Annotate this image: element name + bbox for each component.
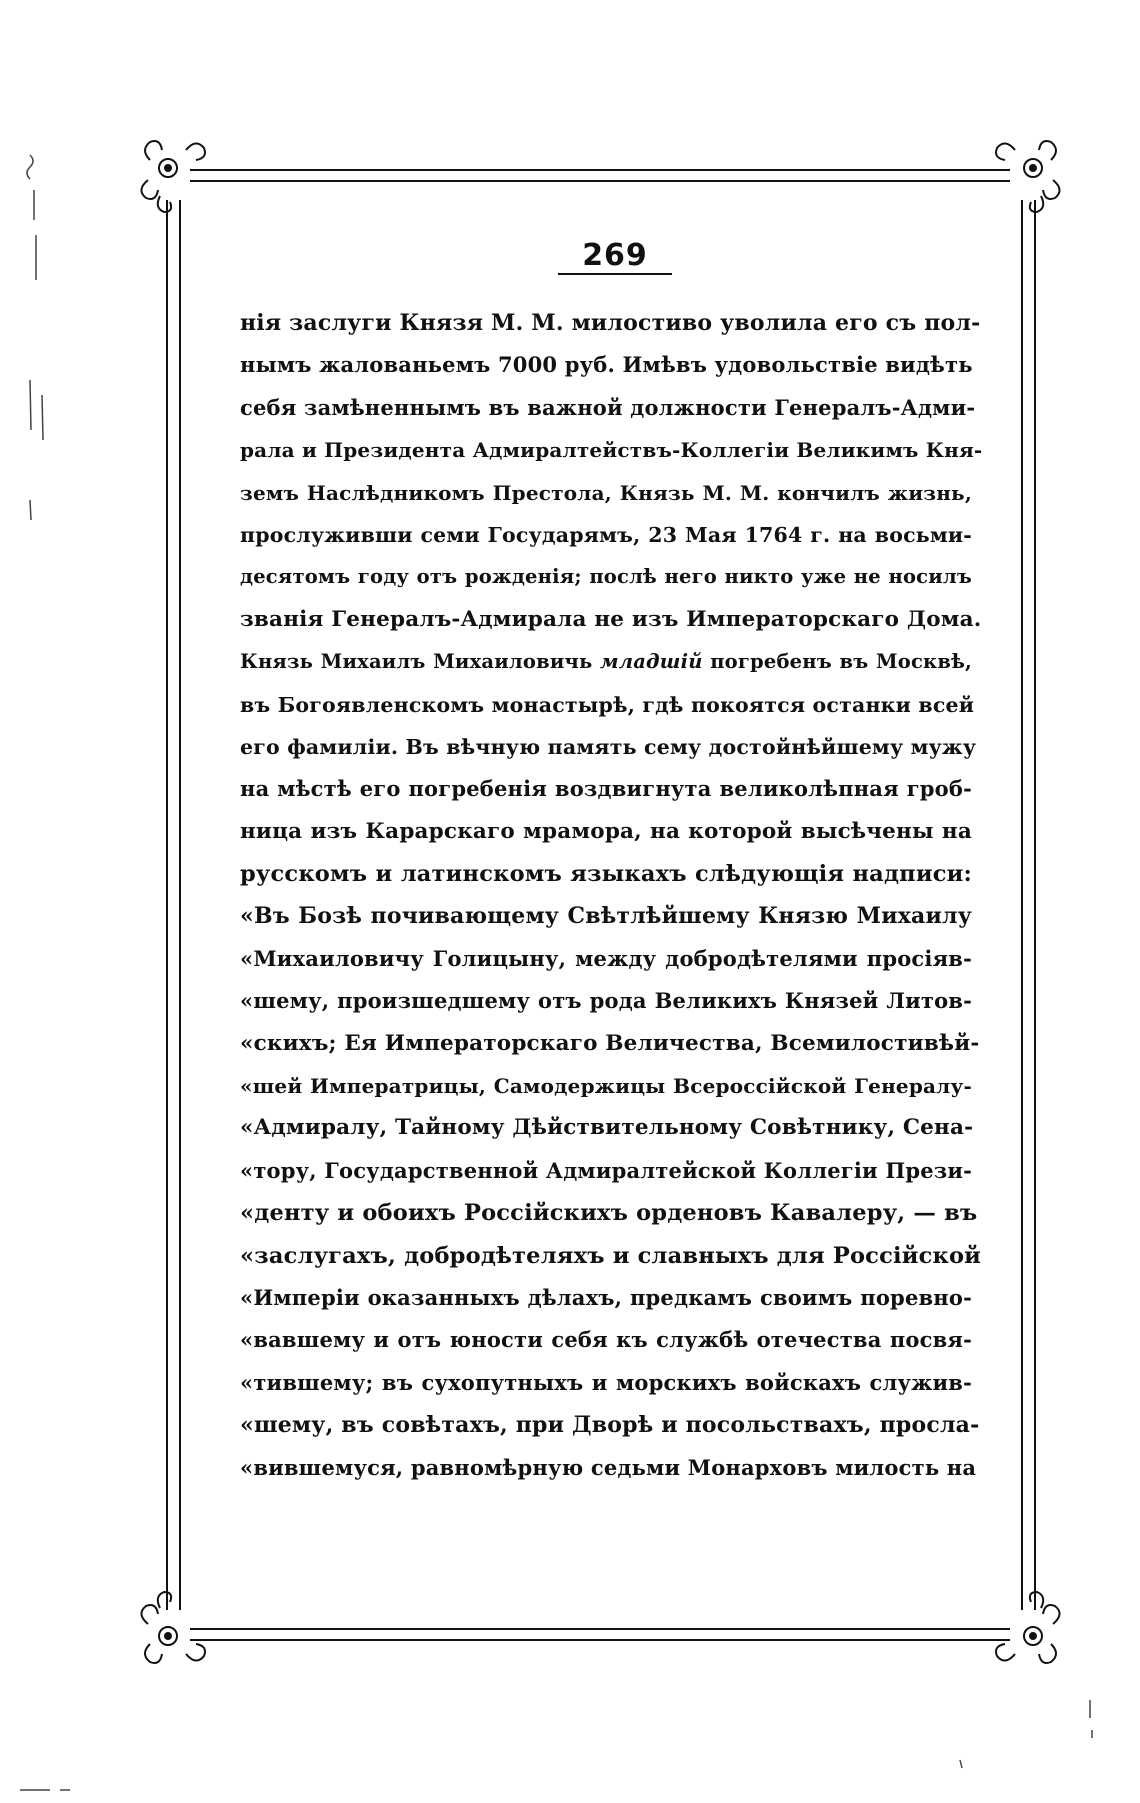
corner-ornament-bottom-left — [141, 1592, 205, 1663]
text-line: «Адмиралу, Тайному Дѣйствительному Совѣтнику, Сена- — [240, 1115, 974, 1141]
corner-ornament-bottom-right — [996, 1592, 1060, 1663]
text-line: въ Богоявленскомъ монастырѣ, гдѣ покоятся останки всей — [240, 692, 975, 717]
text-line: «шему, произшедшему отъ рода Великихъ Князей Литов- — [240, 988, 972, 1014]
text-line: десятомъ году отъ рожденія; послѣ него никто уже не носилъ — [240, 565, 972, 589]
text-line: русскомъ и латинскомъ языкахъ слѣдующія надписи: — [240, 861, 972, 888]
text-line: его фамиліи. Въ вѣчную память сему достойнѣйшему мужу — [240, 734, 977, 759]
text-line: «тившему; въ сухопутныхъ и морскихъ войскахъ служив- — [240, 1369, 972, 1395]
text-line: «заслугахъ, добродѣтеляхъ и славныхъ для Россійской — [240, 1242, 982, 1269]
text-segment: погребенъ въ Москвѣ, — [710, 650, 972, 674]
text-line: на мѣстѣ его погребенія воздвигнута великолѣпная гроб- — [240, 776, 972, 802]
body-text — [240, 302, 983, 1489]
corner-ornament-top-right — [996, 141, 1060, 212]
text-line: «шей Императрицы, Самодержицы Всероссійской Генералу- — [240, 1074, 972, 1099]
text-line-mixed — [240, 641, 972, 683]
text-line: себя замѣненнымъ въ важной должности Генералъ-Адми- — [240, 394, 976, 420]
text-line: «вавшему и отъ юности себя къ службѣ отечества посвя- — [240, 1327, 972, 1353]
text-segment-italic: младшій — [599, 650, 703, 674]
text-line: «денту и обоихъ Россійскихъ орденовъ Кавалеру, — въ — [240, 1200, 978, 1227]
text-segment: Князь Михаилъ Михаиловичь — [240, 650, 593, 674]
text-line: нымъ жалованьемъ 7000 руб. Имѣвъ удовольствіе видѣть — [240, 352, 973, 378]
text-line: «Михаиловичу Голицыну, между добродѣтелями просіяв- — [240, 945, 972, 971]
text-line: «Въ Бозѣ почивающему Свѣтлѣйшему Князю Михаилу — [240, 903, 972, 930]
page-number-underline — [558, 273, 672, 275]
page-number: 269 — [582, 238, 648, 273]
text-line: земъ Наслѣдникомъ Престола, Князь М. М. кончилъ жизнь, — [240, 480, 972, 505]
text-line: прослуживши семи Государямъ, 23 Мая 1764 г. на восьми- — [240, 522, 972, 547]
text-line: «скихъ; Ея Императорскаго Величества, Всемилостивѣй- — [240, 1030, 980, 1056]
text-line: «шему, въ совѣтахъ, при Дворѣ и посольствахъ, просла- — [240, 1412, 980, 1439]
text-line: «Имперіи оказанныхъ дѣлахъ, предкамъ своимъ поревно- — [240, 1284, 972, 1310]
corner-ornament-top-left — [141, 141, 205, 212]
text-line: рала и Президента Адмиралтействъ-Коллегіи Великимъ Кня- — [240, 438, 983, 463]
text-line: званія Генералъ-Адмирала не изъ Императорскаго Дома. — [240, 606, 982, 632]
text-line: «тору, Государственной Адмиралтейской Коллегіи Прези- — [240, 1157, 973, 1183]
text-line: «вившемуся, равномѣрную седьми Монарховъ милость на — [240, 1454, 977, 1480]
text-line: ница изъ Карарскаго мрамора, на которой высѣчены на — [240, 818, 972, 844]
text-line: нія заслуги Князя М. М. милостиво уволила его съ пол- — [240, 310, 981, 336]
